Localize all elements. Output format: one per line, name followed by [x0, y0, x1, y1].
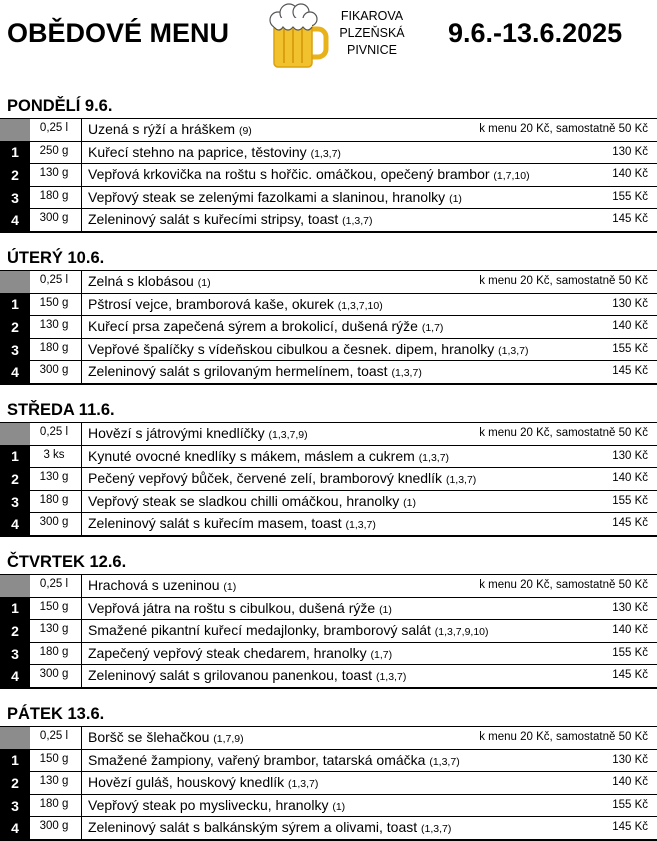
beer-mug-icon [264, 3, 330, 71]
column-divider [81, 423, 82, 445]
meal-row [0, 316, 657, 339]
meal-name [88, 144, 341, 160]
meal-amount: 300 g [39, 364, 69, 377]
meal-price: 140 Kč [612, 168, 648, 181]
meal-row [0, 142, 657, 165]
allergens: (1,3,7) [498, 344, 529, 357]
meal-number: 3 [0, 643, 30, 665]
allergens: (1,3,7) [421, 823, 452, 836]
meal-amount: 130 g [39, 775, 69, 788]
meal-name [88, 470, 476, 486]
meal-number: 4 [0, 361, 30, 383]
meal-row [0, 209, 657, 233]
meal-amount: 130 g [39, 623, 69, 636]
meal-price: 155 Kč [612, 190, 648, 203]
meal-number: 2 [0, 620, 30, 642]
column-divider [81, 468, 82, 490]
allergens: (1,3,7) [391, 367, 422, 380]
column-divider [81, 643, 82, 665]
meal-row [0, 750, 657, 773]
menu-title: OBĚDOVÉ MENU [7, 18, 230, 48]
meal-amount: 150 g [39, 752, 69, 765]
meal-amount: 130 g [39, 167, 69, 180]
meal-name-text: Vepřový steak po myslivecku, hranolky [88, 796, 329, 813]
meal-row [0, 817, 657, 841]
meal-name [88, 645, 392, 661]
column-divider [81, 446, 82, 468]
soup-row [0, 726, 657, 750]
meal-name-text: Kynuté ovocné knedlíky s mákem, máslem a cukrem [88, 447, 415, 464]
meal-row [0, 598, 657, 621]
pub-name-line: PIVNICE [346, 43, 397, 57]
soup-price: k menu 20 Kč, samostatně 50 Kč [479, 427, 648, 439]
allergens: (1) [379, 603, 392, 616]
column-divider [81, 665, 82, 687]
allergens: (1,3,7) [375, 671, 407, 684]
soup-marker [0, 727, 30, 749]
pub-name [334, 8, 410, 59]
allergens: (1) [332, 800, 346, 813]
meal-number: 2 [0, 316, 30, 338]
column-divider [81, 772, 82, 794]
meal-number: 3 [0, 795, 30, 817]
soup-marker [0, 575, 30, 597]
meal-name [88, 166, 530, 182]
soup-name-text: Uzená s rýží a hráškem [88, 121, 236, 137]
day-title: ÚTERÝ 10.6. [7, 249, 105, 267]
column-divider [81, 209, 82, 231]
meal-price: 130 Kč [612, 753, 648, 766]
meal-name-text: Vepřový steak se sladkou chilli omáčkou, hranolky [88, 492, 400, 509]
day-title: STŘEDA 11.6. [7, 401, 115, 419]
meal-price: 145 Kč [612, 821, 648, 834]
allergens: (1,3,7) [345, 519, 376, 532]
allergens: (1,3,7) [342, 215, 373, 228]
meal-name-text: Zeleninový salát s kuřecím masem, toast [88, 515, 342, 532]
soup-name-text: Zelná s klobásou [88, 273, 194, 289]
column-divider [81, 620, 82, 642]
meal-row [0, 361, 657, 385]
column-divider [81, 491, 82, 513]
meal-amount: 250 g [39, 144, 69, 157]
meal-amount: 3 ks [43, 448, 65, 461]
meal-price: 140 Kč [612, 776, 648, 789]
meal-amount: 180 g [39, 645, 69, 658]
meal-name [88, 211, 373, 227]
meal-name-text: Zeleninový salát s grilovanou panenkou, toast [88, 667, 373, 684]
soup-row [0, 118, 657, 142]
meal-price: 155 Kč [612, 342, 648, 355]
soup-amount: 0,25 l [39, 122, 69, 134]
column-divider [81, 727, 82, 749]
meal-price: 140 Kč [612, 472, 648, 485]
column-divider [81, 750, 82, 772]
meal-amount: 150 g [39, 296, 69, 309]
soup-amount: 0,25 l [39, 426, 69, 438]
column-divider [81, 316, 82, 338]
meal-number: 1 [0, 750, 30, 772]
soup-row [0, 422, 657, 446]
meal-price: 130 Kč [612, 145, 648, 158]
allergens: (1) [197, 277, 211, 289]
column-divider [81, 164, 82, 186]
allergens: (1,3,7,10) [337, 299, 383, 312]
column-divider [81, 119, 82, 141]
meal-name [88, 448, 449, 464]
meal-price: 155 Kč [612, 798, 648, 811]
meal-row [0, 294, 657, 317]
meal-amount: 180 g [39, 797, 69, 810]
meal-price: 130 Kč [612, 449, 648, 462]
meal-amount: 300 g [39, 668, 69, 681]
meal-name [88, 600, 392, 616]
meal-number: 3 [0, 491, 30, 513]
meal-price: 140 Kč [612, 320, 648, 333]
soup-name [88, 273, 211, 289]
column-divider [81, 294, 82, 316]
soup-name [88, 425, 308, 441]
meal-name-text: Smažené pikantní kuřecí medajlonky, bramborový salát [88, 622, 431, 639]
allergens: (1,3,7) [418, 451, 450, 464]
allergens: (1,3,7) [445, 474, 477, 487]
meal-name-text: Zeleninový salát s balkánským sýrem a olivami, toast [88, 819, 418, 836]
menu-table [0, 118, 657, 233]
menu-table [0, 574, 657, 689]
meal-row [0, 620, 657, 643]
soup-row [0, 574, 657, 598]
meal-row [0, 164, 657, 187]
soup-amount: 0,25 l [39, 730, 69, 742]
meal-number: 1 [0, 294, 30, 316]
column-divider [81, 271, 82, 293]
pub-name-line: PLZEŇSKÁ [339, 26, 405, 40]
soup-row [0, 270, 657, 294]
meal-amount: 130 g [39, 319, 69, 332]
meal-name-text: Vepřová játra na roštu s cibulkou, dušená rýže [88, 599, 376, 616]
meal-row [0, 513, 657, 537]
menu-dates: 9.6.-13.6.2025 [448, 18, 623, 48]
allergens: (1) [449, 192, 462, 205]
allergens: (1) [403, 496, 417, 509]
soup-name [88, 577, 236, 593]
soup-price: k menu 20 Kč, samostatně 50 Kč [479, 579, 648, 591]
meal-name [88, 752, 460, 768]
soup-price: k menu 20 Kč, samostatně 50 Kč [479, 123, 648, 135]
meal-number: 1 [0, 142, 30, 164]
meal-price: 145 Kč [612, 213, 648, 226]
meal-name [88, 189, 462, 205]
meal-name-text: Pečený vepřový bůček, červené zelí, bramborový knedlík [88, 470, 443, 487]
soup-marker [0, 271, 30, 293]
meal-name [88, 667, 406, 683]
allergens: (1,7) [370, 648, 393, 661]
soup-marker [0, 423, 30, 445]
allergens: (1,3,7) [310, 147, 341, 160]
meal-amount: 300 g [39, 516, 69, 529]
meal-row [0, 795, 657, 818]
meal-amount: 130 g [39, 471, 69, 484]
meal-number: 2 [0, 468, 30, 490]
allergens: (1,7) [421, 322, 444, 335]
meal-name [88, 341, 528, 357]
meal-name-text: Kuřecí prsa zapečená sýrem a brokolicí, dušená rýže [88, 318, 418, 335]
column-divider [81, 142, 82, 164]
meal-number: 2 [0, 772, 30, 794]
allergens: (1,3,7) [429, 755, 460, 768]
meal-row [0, 772, 657, 795]
allergens: (1,3,7,9) [268, 429, 308, 441]
pub-name-line: FIKAROVA [340, 9, 404, 23]
meal-price: 155 Kč [612, 494, 648, 507]
meal-price: 145 Kč [612, 365, 648, 378]
meal-name [88, 774, 318, 790]
meal-name-text: Zeleninový salát s grilovaným hermelínem, toast [88, 363, 388, 380]
meal-price: 155 Kč [612, 646, 648, 659]
column-divider [81, 361, 82, 383]
day-title: PONDĚLÍ 9.6. [7, 97, 113, 115]
meal-number: 1 [0, 598, 30, 620]
meal-row [0, 665, 657, 689]
meal-amount: 150 g [39, 600, 69, 613]
meal-name [88, 493, 416, 509]
soup-name-text: Hrachová s uzeninou [88, 577, 220, 593]
column-divider [81, 817, 82, 839]
soup-name-text: Boršč se šlehačkou [88, 729, 210, 745]
meal-name [88, 318, 443, 334]
meal-amount: 300 g [39, 820, 69, 833]
meal-amount: 180 g [39, 189, 69, 202]
meal-price: 145 Kč [612, 517, 648, 530]
meal-name [88, 363, 422, 379]
soup-amount: 0,25 l [39, 578, 69, 590]
meal-number: 4 [0, 817, 30, 839]
allergens: (1,7,9) [213, 733, 244, 745]
meal-number: 4 [0, 665, 30, 687]
meal-name [88, 515, 376, 531]
soup-marker [0, 119, 30, 141]
soup-name [88, 729, 244, 745]
meal-row [0, 643, 657, 666]
meal-name [88, 296, 383, 312]
meal-name-text: Vepřové špalíčky s vídeňskou cibulkou a česnek. dipem, hranolky [88, 340, 495, 357]
meal-row [0, 468, 657, 491]
meal-amount: 180 g [39, 493, 69, 506]
soup-amount: 0,25 l [39, 274, 69, 286]
column-divider [81, 575, 82, 597]
day-title: ČTVRTEK 12.6. [7, 553, 127, 571]
allergens: (1) [223, 581, 237, 593]
meal-row [0, 187, 657, 210]
allergens: (1,3,7,9,10) [434, 626, 489, 639]
column-divider [81, 339, 82, 361]
menu-table [0, 726, 657, 841]
meal-row [0, 446, 657, 469]
meal-name-text: Kuřecí stehno na paprice, těstoviny [88, 143, 307, 160]
meal-number: 4 [0, 209, 30, 231]
meal-number: 3 [0, 187, 30, 209]
meal-name-text: Vepřová krkovička na roštu s hořčic. omáčkou, opečený brambor [88, 166, 490, 183]
meal-price: 140 Kč [612, 624, 648, 637]
meal-name-text: Zeleninový salát s kuřecími stripsy, toast [88, 211, 339, 228]
soup-name-text: Hovězí s játrovými knedlíčky [88, 425, 265, 441]
meal-number: 4 [0, 513, 30, 535]
soup-name [88, 121, 252, 137]
meal-row [0, 339, 657, 362]
column-divider [81, 513, 82, 535]
meal-row [0, 491, 657, 514]
meal-name [88, 819, 451, 835]
meal-name-text: Zapečený vepřový steak chedarem, hranolky [88, 644, 367, 661]
soup-price: k menu 20 Kč, samostatně 50 Kč [479, 731, 648, 743]
meal-name [88, 622, 489, 638]
column-divider [81, 598, 82, 620]
meal-number: 1 [0, 446, 30, 468]
meal-name-text: Hovězí guláš, houskový knedlík [88, 774, 285, 791]
column-divider [81, 795, 82, 817]
allergens: (9) [238, 125, 252, 137]
menu-table [0, 270, 657, 385]
meal-price: 130 Kč [612, 297, 648, 310]
meal-name-text: Pštrosí vejce, bramborová kaše, okurek [88, 295, 334, 312]
allergens: (1,3,7) [288, 778, 319, 791]
day-title: PÁTEK 13.6. [7, 705, 105, 723]
meal-amount: 180 g [39, 341, 69, 354]
meal-name [88, 797, 345, 813]
soup-price: k menu 20 Kč, samostatně 50 Kč [479, 275, 648, 287]
menu-table [0, 422, 657, 537]
meal-number: 3 [0, 339, 30, 361]
meal-number: 2 [0, 164, 30, 186]
column-divider [81, 187, 82, 209]
allergens: (1,7,10) [493, 170, 530, 183]
meal-amount: 300 g [39, 212, 69, 225]
meal-price: 145 Kč [612, 669, 648, 682]
meal-name-text: Smažené žampiony, vařený brambor, tatarská omáčka [88, 751, 426, 768]
meal-name-text: Vepřový steak se zelenými fazolkami a slaninou, hranolky [88, 188, 446, 205]
meal-price: 130 Kč [612, 601, 648, 614]
